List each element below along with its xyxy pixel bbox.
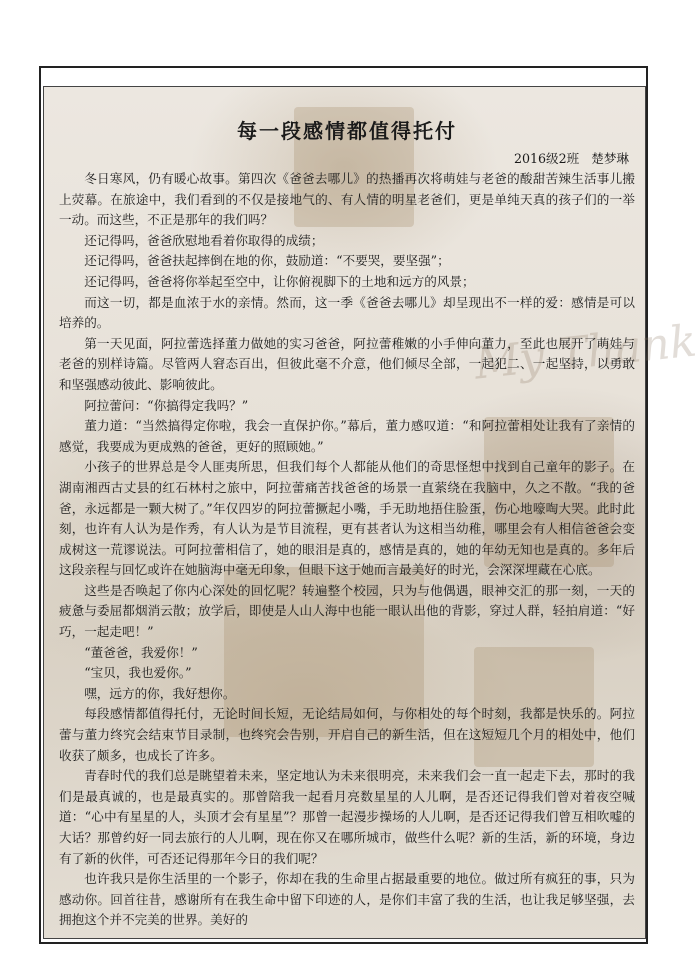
paragraph: 而这一切，都是血浓于水的亲情。然而，这一季《爸爸去哪儿》却呈现出不一样的爱：感情是可以培养的。 xyxy=(59,294,635,331)
paragraph: 第一天见面，阿拉蕾选择董力做她的实习爸爸，阿拉蕾稚嫩的小手伸向董力，至此也展开了萌娃与老爸的别样诗篇。尽管两人窘态百出，但彼此毫不介意，他们倾尽全部，一起犯二、一起坚持，以勇敢和坚强感动彼此、影响彼此。 xyxy=(59,335,635,392)
document-panel xyxy=(43,86,699,939)
paragraph: 每段感情都值得托付，无论时间长短，无论结局如何，与你相处的每个时刻，我都是快乐的。阿拉蕾与董力终究会结束节目录制，也终究会告别，开启自己的新生活，但在这短短几个月的相处中，他们收获了颇多，也成长了许多。 xyxy=(59,706,635,763)
paragraph: 嘿，远方的你，我好想你。 xyxy=(84,685,236,701)
paragraph: 还记得吗，爸爸将你举起至空中，让你俯视脚下的土地和远方的风景； xyxy=(84,273,475,289)
paragraph: 小孩子的世界总是令人匪夷所思，但我们每个人都能从他们的奇思怪想中找到自己童年的影子。在湖南湘西古丈县的红石林村之旅中，阿拉蕾痛苦找爸爸的场景一直萦绕在我脑中，久之不散。“我的爸爸，永远都是一颗大树了。”年仅四岁的阿拉蕾撅起小嘴，手无助地捂住脸蛋，伤心地嚎啕大哭。此时此刻，也许有人认为是作秀，有人认为是节目流程，更有甚者认为这相当幼稚，哪里会有人相信爸爸会变成树这一荒谬说法。可阿拉蕾相信了，她的眼泪是真的，感情是真的，她的年幼无知也是真的。多年后这段亲程与回忆或许在她脑海中毫无印象，但眼下这于她而言最美好的时光，会深深埋藏在心底。 xyxy=(59,459,635,578)
paragraph: 冬日寒风，仍有暖心故事。第四次《爸爸去哪儿》的热播再次将萌娃与老爸的酸甜苦辣生活事儿搬上荧幕。在旅途中，我们看到的不仅是接地气的、有人情的明星老爸们，更是单纯天真的孩子们的一举一动。而这些，不正是那年的我们吗？ xyxy=(59,171,635,228)
paragraph: 青春时代的我们总是眺望着未来，坚定地认为未来很明亮，未来我们会一直一起走下去，那时的我们是最真诚的，也是最真实的。那曾陪我一起看月亮数星星的人儿啊，是否还记得我们曾对着夜空喊道：“心中有星星的人，头顶才会有星星”？那曾一起漫步操场的人儿啊，是否还记得我们曾互相吹嘘的大话？那曾约好一同去旅行的人儿啊，现在你又在哪所城市，做些什么呢？新的生活，新的环境，身边有了新的伙伴，可否还记得那年今日的我们呢？ xyxy=(59,768,635,866)
article-body xyxy=(59,109,635,931)
byline-author: 楚梦琳 xyxy=(591,151,629,166)
article-title: 每一段感情都值得托付 xyxy=(237,119,457,143)
paragraph: 也许我只是你生活里的一个影子，你却在我的生命里占据最重要的地位。做过所有疯狂的事，只为感动你。回首往昔，感谢所有在我生命中留下印迹的人，是你们丰富了我的生活，也让我足够坚强，去拥抱这个并不完美的世界。美好的 xyxy=(59,871,635,928)
paragraph: 还记得吗，爸爸欣慰地看着你取得的成绩； xyxy=(84,232,324,248)
paragraph: “宝贝，我也爱你。” xyxy=(84,665,192,681)
background-watermark: My Thank xyxy=(471,315,699,390)
byline xyxy=(59,149,635,169)
paragraph: 阿拉蕾问：“你搞得定我吗？” xyxy=(84,397,249,413)
byline-class: 2016级2班 xyxy=(513,151,580,166)
paragraph: 还记得吗，爸爸扶起摔倒在地的你，鼓励道：“不要哭，要坚强”； xyxy=(84,253,450,269)
paragraph: “董爸爸，我爱你！” xyxy=(84,644,198,660)
paragraph: 这些是否唤起了你内心深处的回忆呢？转遍整个校园，只为与他偶遇，眼神交汇的那一刻，一天的疲惫与委屈都烟消云散；放学后，即使是人山人海中也能一眼认出他的背影，穿过人群，轻拍肩道：“好巧，一起走吧！” xyxy=(59,582,635,640)
paragraph: 董力道：“当然搞得定你啦，我会一直保护你。”幕后，董力感叹道：“和阿拉蕾相处让我有了亲情的感觉，我要成为更成熟的爸爸，更好的照顾她。” xyxy=(59,418,635,454)
